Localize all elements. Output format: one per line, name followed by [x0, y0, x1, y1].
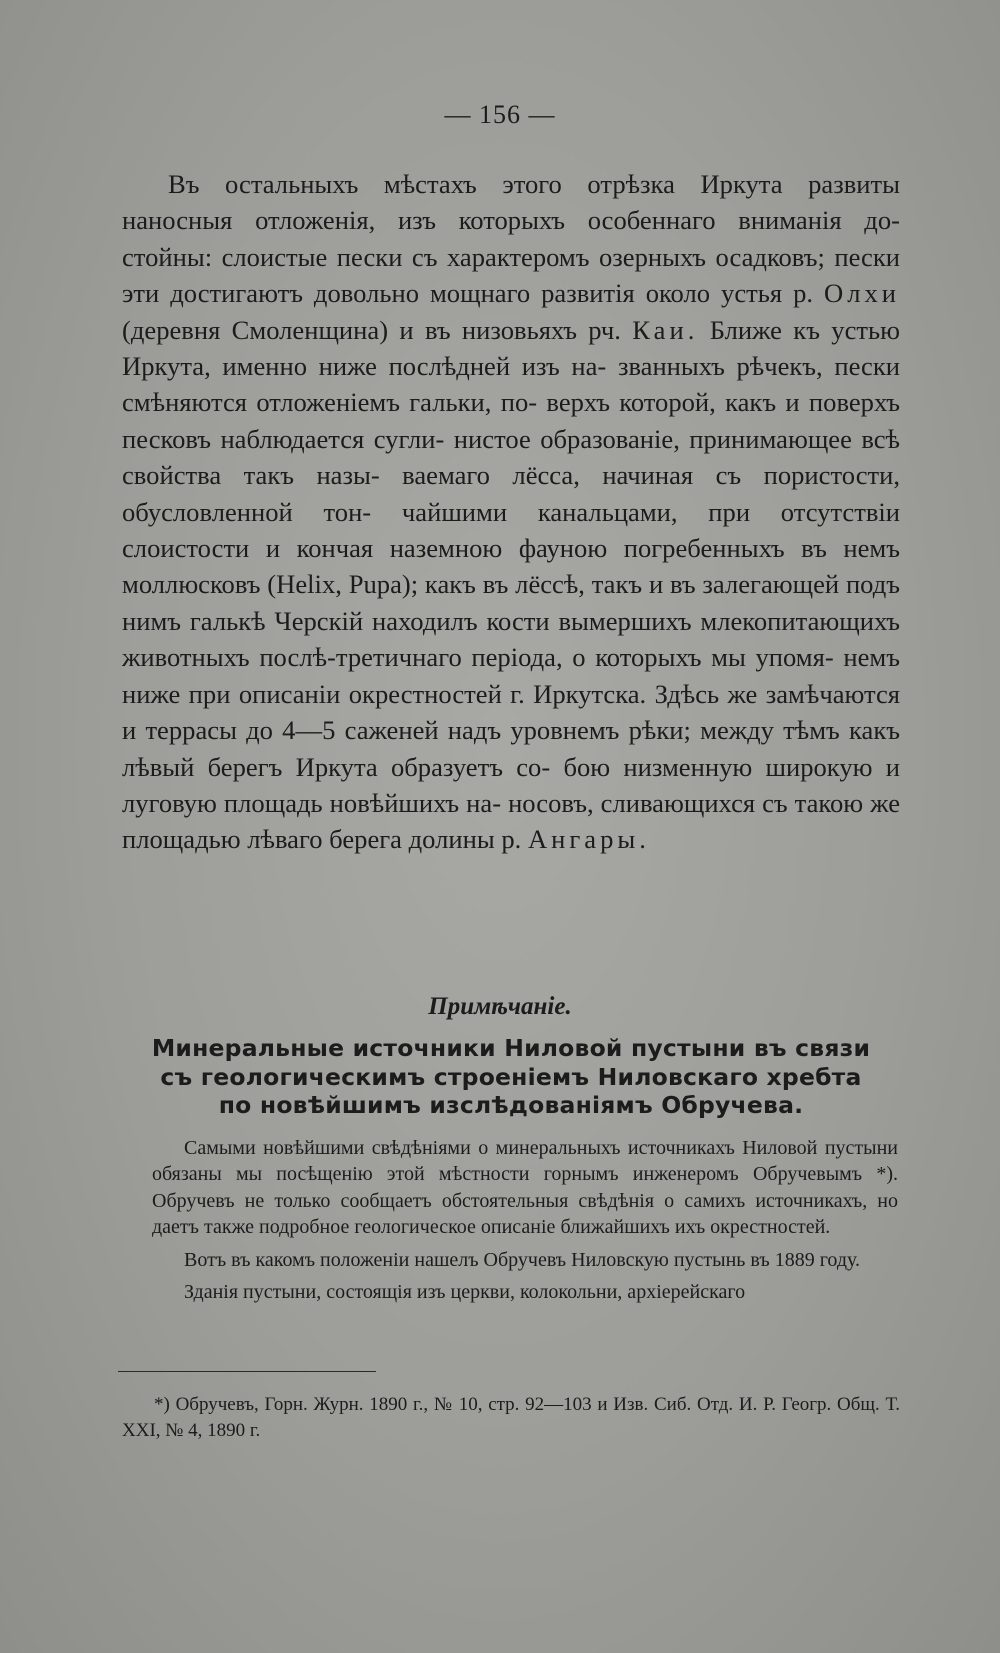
text-line: носовъ, сливающихся съ такою же площадью лѣваго берега	[122, 787, 900, 855]
text-line: бою низменную широкую и луговую площадь новѣйшихъ на-	[122, 751, 900, 818]
text-line: пески эти достигаютъ довольно мощнаго развитія около устья	[122, 241, 900, 309]
text-line: верхъ которой, какъ и поверхъ песковъ наблюдается сугли-	[122, 387, 901, 454]
text-line: немъ ниже при описаніи окрестностей г. Иркутска. Здѣсь	[122, 642, 900, 709]
text-line: чайшими канальцами, при отсутствіи слоистости и кончая	[122, 496, 900, 564]
text-line: ваемаго лёсса, начиная съ пористости, обусловленной тон-	[122, 460, 901, 527]
footnote-text: *) Обручевъ, Горн. Журн. 1890 г., № 10, стр. 92—103 и Изв. Сиб. Отд. И. Р. Геогр. Общ. Т. XXI, № 4, 1890 г.	[122, 1394, 900, 1441]
note-paragraph: Вотъ въ какомъ положеніи нашелъ Обручевъ Ниловскую пустынь въ 1889 году.	[184, 1248, 861, 1271]
note-label: Примѣчаніе.	[428, 993, 572, 1020]
page-number: — 156 —	[444, 100, 556, 129]
text-line: долины р.	[408, 824, 528, 855]
text-line: животныхъ послѣ-третичнаго періода, о которыхъ мы упомя-	[122, 642, 834, 673]
text-line: званныхъ рѣчекъ, пески смѣняются отложеніемъ гальки, по-	[122, 351, 900, 418]
note-title-line: съ геологическимъ строеніемъ Ниловскаго хребта	[160, 1062, 862, 1091]
note-paragraph: Самыми новѣйшими свѣдѣніями о минеральныхъ источникахъ Ниловой пустыни обязаны мы посѣщенію этой мѣстности горнымъ инженеромъ Обручевымъ *). Обручевъ не только сообщаетъ обстоятельныя свѣдѣнія о самихъ источникахъ, но даетъ также подробное геологическое описаніе ближайшихъ ихъ окрестностей.	[152, 1137, 898, 1239]
footnote	[122, 1392, 900, 1444]
text-line: наземною фауною погребенныхъ въ немъ моллюсковъ (Helix,	[122, 533, 900, 600]
note-body	[152, 1135, 898, 1311]
text-line: стойны: слоистые пески съ характеромъ озерныхъ осадковъ;	[122, 241, 825, 272]
place-name-kai: Каи.	[632, 314, 699, 345]
text-line: галькѣ Черскій находилъ кости вымершихъ млекопитающихъ	[189, 605, 900, 636]
text-line: Въ остальныхъ мѣстахъ этого отрѣзка Иркута развиты	[168, 169, 900, 199]
note-title	[122, 1034, 900, 1120]
main-paragraph	[122, 166, 900, 858]
note-paragraph: Зданія пустыни, состоящія изъ церкви, колокольни, архіерейскаго	[184, 1281, 746, 1304]
text-line: рѣки; между тѣмъ какъ лѣвый берегъ Иркута образуетъ со-	[122, 715, 900, 782]
text-line: (деревня Смоленщина) и въ низовьяхъ рч.	[122, 314, 633, 345]
text-line: Pupa); какъ въ лёссѣ, такъ и въ залегающей подъ нимъ	[122, 569, 900, 636]
text-line: наносныя отложенія, изъ которыхъ особеннаго вниманія до-	[122, 205, 900, 236]
text-line: Ближе къ устью Иркута, именно ниже послѣдней изъ на-	[122, 314, 900, 382]
note-title-line: Минеральные источники Ниловой пустыни въ связи	[151, 1034, 871, 1062]
footnote-divider	[118, 1371, 376, 1372]
place-name-olkhi: Олхи	[824, 278, 901, 309]
main-text-block	[122, 166, 900, 858]
place-name-angara: Ангары.	[527, 824, 650, 855]
note-title-line: по новѣйшимъ изслѣдованіямъ Обручева.	[218, 1091, 804, 1119]
text-line: р.	[793, 278, 824, 309]
text-line: же замѣчаются и террасы до 4—5 саженей надъ уровнемъ	[122, 678, 900, 746]
text-line: нистое образованіе, принимающее всѣ свойства такъ назы-	[122, 423, 900, 491]
